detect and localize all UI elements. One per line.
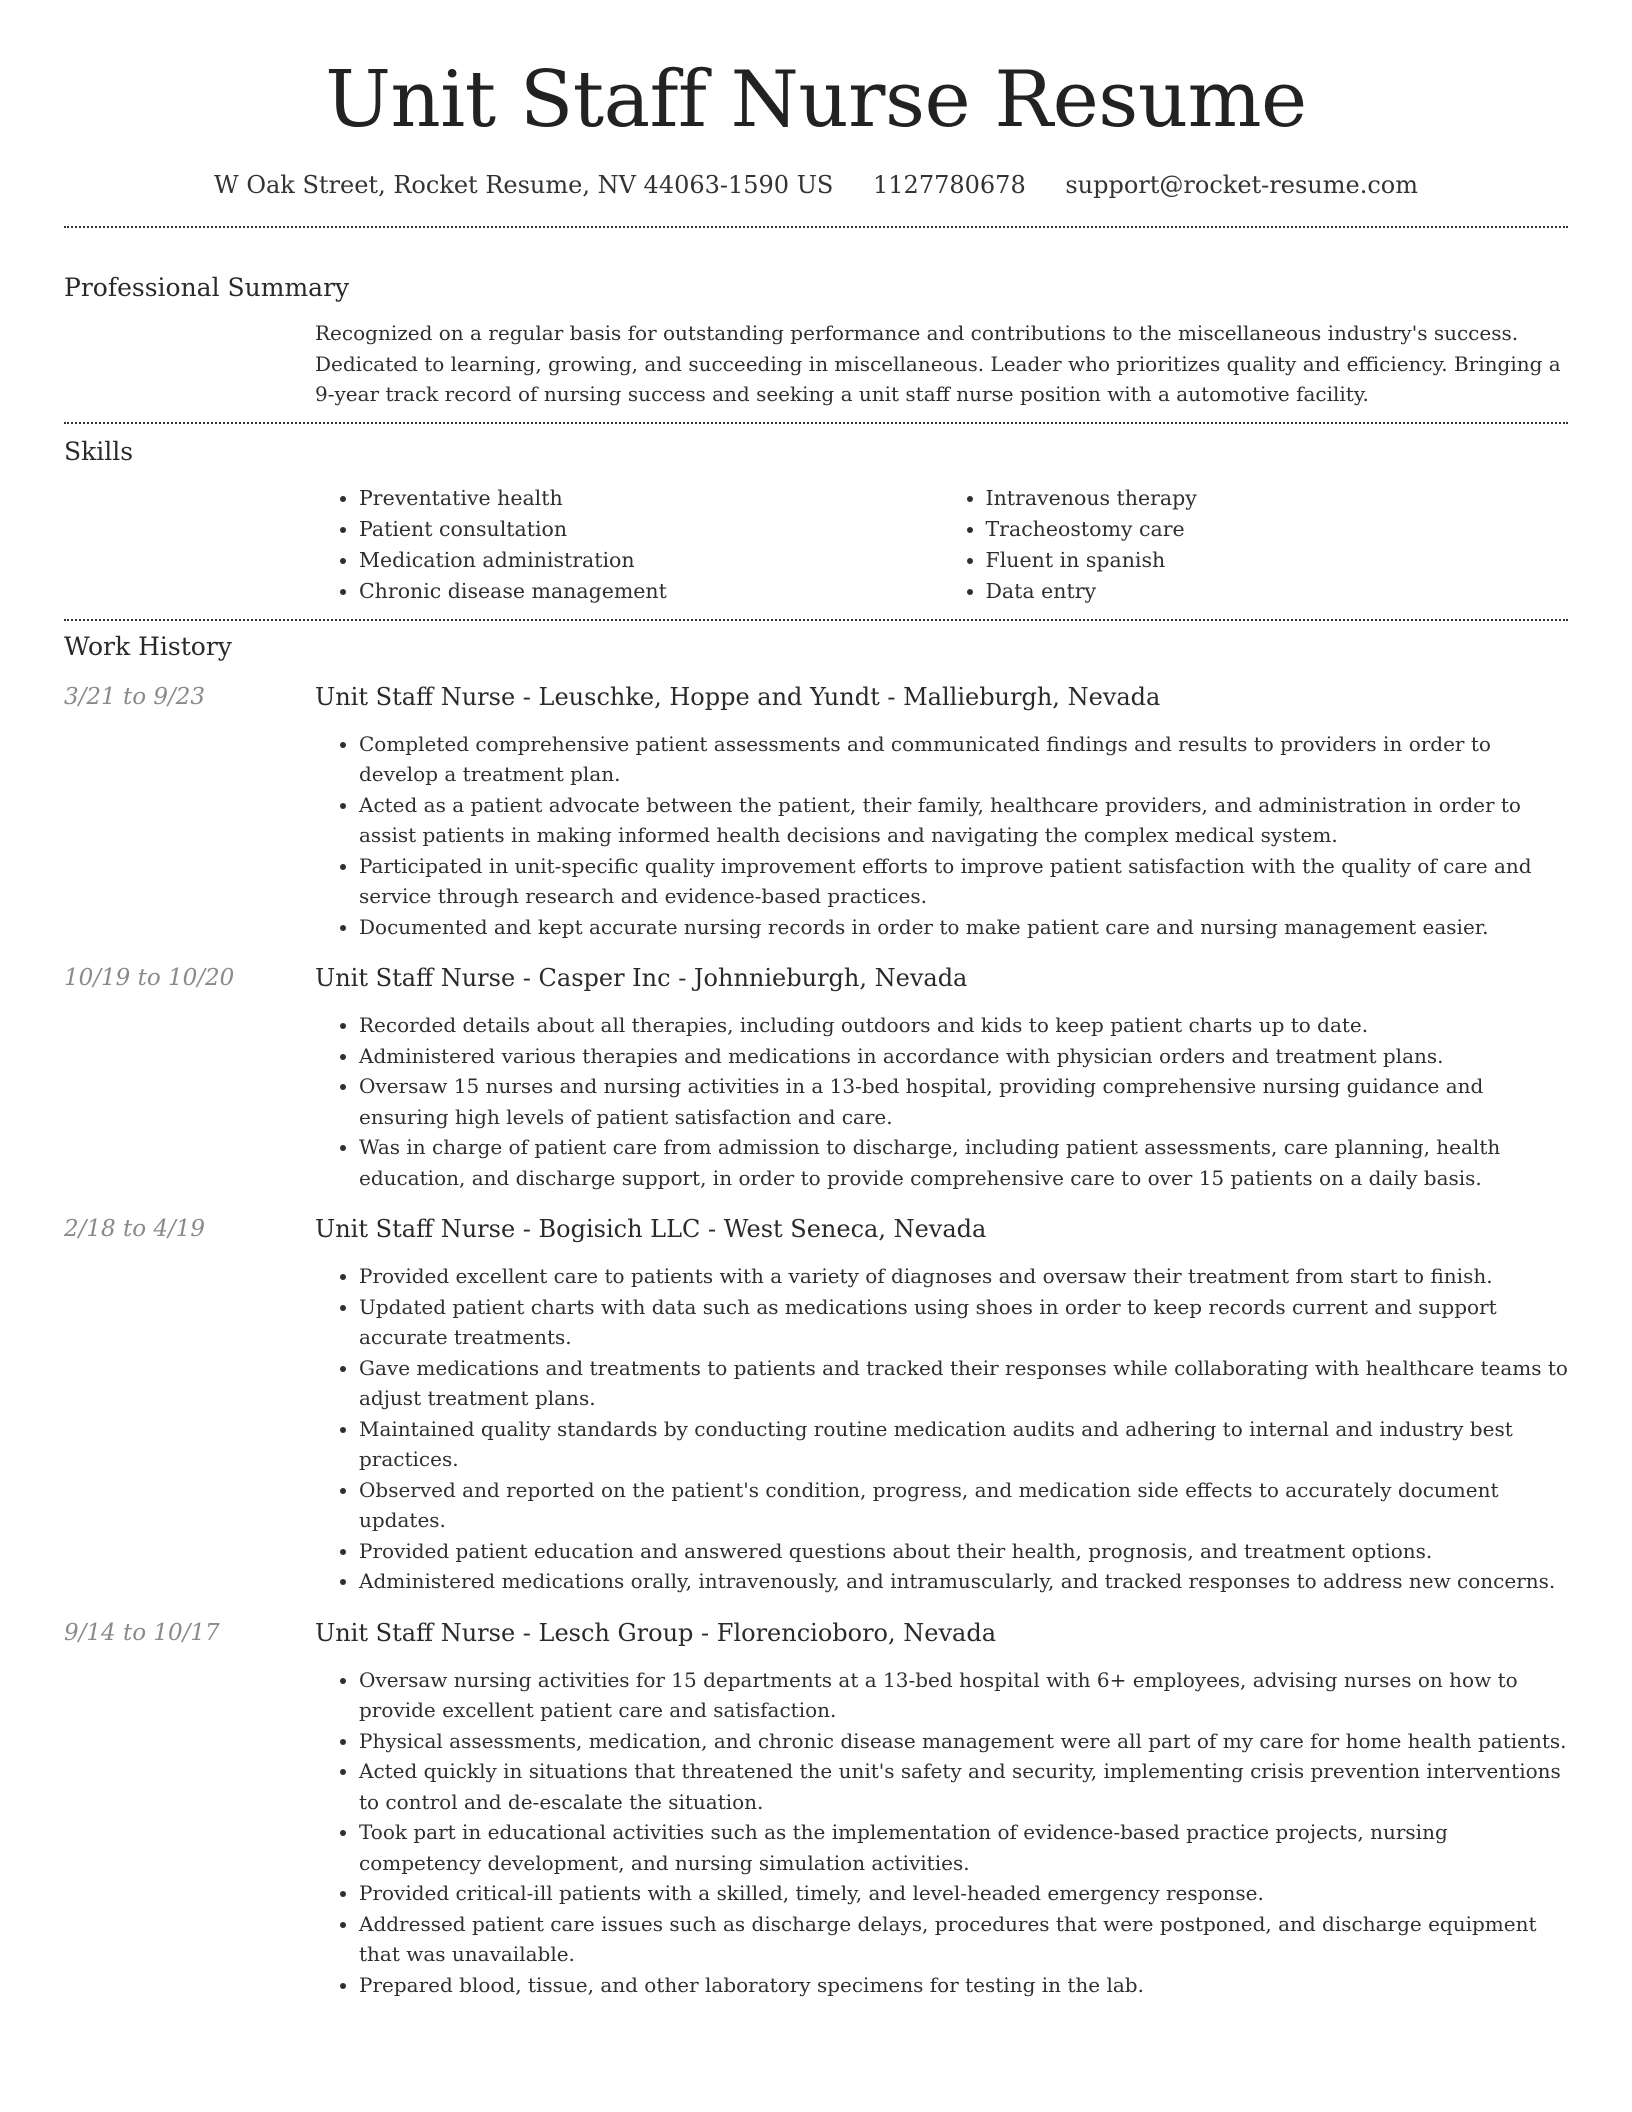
skill-item: • Tracheostomy care: [986, 514, 1569, 545]
section-heading-skills: Skills: [64, 436, 134, 466]
job-bullet: • Addressed patient care issues such as discharge delays, procedures that were postponed, and discharge equipment that was unavailable.: [359, 1909, 1568, 1970]
job-bullet: • Administered medications orally, intravenously, and intramuscularly, and tracked responses to address new concerns.: [359, 1566, 1568, 1597]
skill-item: • Data entry: [986, 576, 1569, 607]
contact-address: W Oak Street, Rocket Resume, NV 44063-1590 US: [214, 171, 834, 199]
job-bullet: • Acted as a patient advocate between the patient, their family, healthcare providers, and administration in order to assist patients in making informed health decisions and navigating the complex medical system.: [359, 790, 1568, 851]
contact-email: support@rocket-resume.com: [1065, 171, 1418, 199]
skill-item: • Intravenous therapy: [986, 483, 1569, 514]
job-bullet: • Participated in unit-specific quality improvement efforts to improve patient satisfaction with the quality of care and service through research and evidence-based practices.: [359, 851, 1568, 912]
skills-grid: [315, 483, 1568, 607]
job-bullet: • Oversaw 15 nurses and nursing activities in a 13-bed hospital, providing comprehensive nursing guidance and ensuring high levels of patient satisfaction and care.: [359, 1071, 1568, 1132]
skill-item: • Preventative health: [359, 483, 942, 514]
job-bullet: • Acted quickly in situations that threatened the unit's safety and security, implementing crisis prevention interventions to control and de-escalate the situation.: [359, 1756, 1568, 1817]
skill-item: • Patient consultation: [359, 514, 942, 545]
job-bullet: • Was in charge of patient care from admission to discharge, including patient assessments, care planning, health education, and discharge support, in order to provide comprehensive care to over 15 patients on a daily basis.: [359, 1132, 1568, 1193]
job-bullet: • Administered various therapies and medications in accordance with physician orders and treatment plans.: [359, 1041, 1568, 1072]
contact-phone: 1127780678: [873, 171, 1026, 199]
job-title: Unit Staff Nurse - Casper Inc - Johnnieburgh, Nevada: [315, 964, 968, 992]
job-date: 9/14 to 10/17: [64, 1619, 220, 1646]
section-heading-summary: Professional Summary: [64, 273, 350, 302]
section-heading-work: Work History: [64, 631, 232, 661]
job-bullets: [315, 1261, 1568, 1597]
contact-line: [64, 170, 1568, 200]
job-title: Unit Staff Nurse - Lesch Group - Florencioboro, Nevada: [315, 1618, 996, 1647]
job-entry: [64, 1617, 1568, 2001]
job-bullet: • Oversaw nursing activities for 15 departments at a 13-bed hospital with 6+ employees, advising nurses on how to provide excellent patient care and satisfaction.: [359, 1665, 1568, 1726]
skill-item: • Medication administration: [359, 545, 942, 576]
job-body: [315, 1617, 1568, 2001]
skill-item: • Chronic disease management: [359, 576, 942, 607]
job-bullet: • Observed and reported on the patient's condition, progress, and medication side effects to accurately document updates.: [359, 1475, 1568, 1536]
job-bullet: • Provided excellent care to patients with a variety of diagnoses and oversaw their treatment from start to finish.: [359, 1261, 1568, 1292]
job-body: [315, 1213, 1568, 1597]
summary-text: Recognized on a regular basis for outstanding performance and contributions to the miscellaneous industry's success. Dedicated to learning, growing, and succeeding in miscellaneous. Leader who prioritizes quality and efficiency. Bringing a 9-year track record of nursing success and seeking a unit staff nurse position with a automotive facility.: [315, 321, 1561, 406]
job-title: Unit Staff Nurse - Bogisich LLC - West Seneca, Nevada: [315, 1215, 987, 1243]
skills-column-left: [315, 483, 942, 607]
job-bullets: [315, 729, 1568, 943]
job-entry: [64, 1213, 1568, 1597]
skills-section: [64, 424, 1568, 607]
job-bullet: • Provided critical-ill patients with a skilled, timely, and level-headed emergency response.: [359, 1878, 1568, 1909]
skills-column-right: [942, 483, 1569, 607]
job-bullets: [315, 1665, 1568, 2001]
job-body: [315, 681, 1568, 943]
job-bullet: • Updated patient charts with data such as medications using shoes in order to keep records current and support accurate treatments.: [359, 1292, 1568, 1353]
job-bullet: • Completed comprehensive patient assessments and communicated findings and results to providers in order to develop a treatment plan.: [359, 729, 1568, 790]
job-entry: [64, 681, 1568, 943]
job-bullet: • Gave medications and treatments to patients and tracked their responses while collaborating with healthcare teams to adjust treatment plans.: [359, 1353, 1568, 1414]
job-date: 10/19 to 10/20: [64, 965, 235, 991]
job-bullet: • Provided patient education and answered questions about their health, prognosis, and treatment options.: [359, 1536, 1568, 1567]
job-bullet: • Prepared blood, tissue, and other laboratory specimens for testing in the lab.: [359, 1970, 1568, 2001]
resume-title: Unit Staff Nurse Resume: [325, 55, 1307, 145]
job-date: 3/21 to 9/23: [64, 683, 206, 710]
job-title: Unit Staff Nurse - Leuschke, Hoppe and Yundt - Mallieburgh, Nevada: [315, 682, 1161, 711]
skill-item: • Fluent in spanish: [986, 545, 1569, 576]
work-history-section: [64, 621, 1568, 2001]
job-entry: [64, 962, 1568, 1193]
job-date: 2/18 to 4/19: [64, 1216, 206, 1242]
job-bullet: • Documented and kept accurate nursing records in order to make patient care and nursing management easier.: [359, 912, 1568, 943]
job-bullet: • Took part in educational activities such as the implementation of evidence-based practice projects, nursing competency development, and nursing simulation activities.: [359, 1817, 1568, 1878]
job-bullet: • Recorded details about all therapies, including outdoors and kids to keep patient charts up to date.: [359, 1010, 1568, 1041]
job-body: [315, 962, 1568, 1193]
job-bullets: [315, 1010, 1568, 1193]
job-bullet: • Physical assessments, medication, and chronic disease management were all part of my care for home health patients.: [359, 1726, 1568, 1757]
job-bullet: • Maintained quality standards by conducting routine medication audits and adhering to internal and industry best practices.: [359, 1414, 1568, 1475]
professional-summary-section: [64, 228, 1568, 410]
